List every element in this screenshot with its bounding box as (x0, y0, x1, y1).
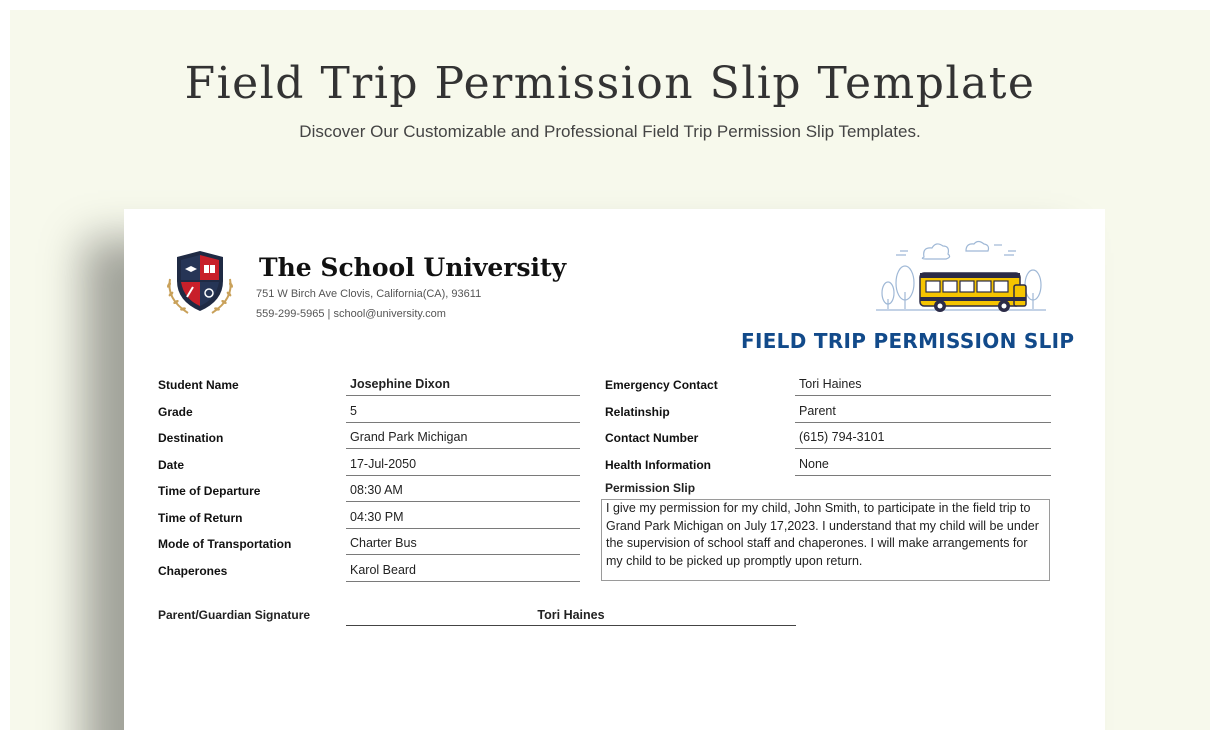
field-label: Grade (158, 405, 193, 419)
signature-field[interactable]: Tori Haines (346, 605, 796, 626)
field-relationship (605, 399, 1051, 425)
field-label: Health Information (605, 458, 712, 472)
field-value[interactable]: None (795, 452, 1051, 476)
field-value[interactable]: 17-Jul-2050 (346, 452, 580, 476)
field-health-information (605, 452, 1051, 478)
signature-label: Parent/Guardian Signature (158, 608, 311, 622)
school-crest-icon (160, 249, 240, 319)
permission-slip-text[interactable]: I give my permission for my child, John Smith, to participate in the field trip to Grand Park Michigan on July 17,2023. I understand that my child will be under the supervision of school staff and chaperones. I will make arrangements for my child to be picked up promptly upon return. (601, 499, 1050, 581)
field-mode-of-transportation (158, 531, 580, 557)
page-subtitle: Discover Our Customizable and Professional Field Trip Permission Slip Templates. (299, 122, 921, 141)
field-student-name (158, 372, 580, 398)
school-bus-icon (876, 237, 1046, 315)
field-label: Time of Departure (158, 484, 261, 498)
school-contact: 559-299-5965 | school@university.com (256, 308, 446, 320)
field-value[interactable]: Josephine Dixon (346, 372, 580, 396)
page-canvas (10, 10, 1210, 730)
field-label: Destination (158, 431, 224, 445)
slip-heading: FIELD TRIP PERMISSION SLIP (741, 329, 1075, 353)
field-label: Emergency Contact (605, 378, 718, 392)
field-value[interactable]: 04:30 PM (346, 505, 580, 529)
field-value[interactable]: Parent (795, 399, 1051, 423)
field-label: Contact Number (605, 431, 699, 445)
field-label: Chaperones (158, 564, 228, 578)
school-address: 751 W Birch Ave Clovis, California(CA), 93611 (256, 288, 482, 300)
field-date (158, 452, 580, 478)
school-name: The School University (259, 253, 567, 282)
field-label: Mode of Transportation (158, 537, 292, 551)
field-label: Student Name (158, 378, 239, 392)
field-value[interactable]: Karol Beard (346, 558, 580, 582)
field-label: Relatinship (605, 405, 670, 419)
field-value[interactable]: (615) 794-3101 (795, 425, 1051, 449)
field-label: Time of Return (158, 511, 243, 525)
field-value[interactable]: 5 (346, 399, 580, 423)
field-chaperones (158, 558, 580, 584)
field-value[interactable]: Charter Bus (346, 531, 580, 555)
permission-slip-sheet (124, 209, 1105, 730)
field-value[interactable]: 08:30 AM (346, 478, 580, 502)
field-time-of-return (158, 505, 580, 531)
field-time-of-departure (158, 478, 580, 504)
field-label: Date (158, 458, 185, 472)
field-emergency-contact (605, 372, 1051, 398)
field-contact-number (605, 425, 1051, 451)
field-grade (158, 399, 580, 425)
field-value[interactable]: Tori Haines (795, 372, 1051, 396)
field-destination (158, 425, 580, 451)
field-value[interactable]: Grand Park Michigan (346, 425, 580, 449)
permission-slip-label: Permission Slip (605, 481, 696, 495)
page-title: Field Trip Permission Slip Template (184, 58, 1036, 109)
